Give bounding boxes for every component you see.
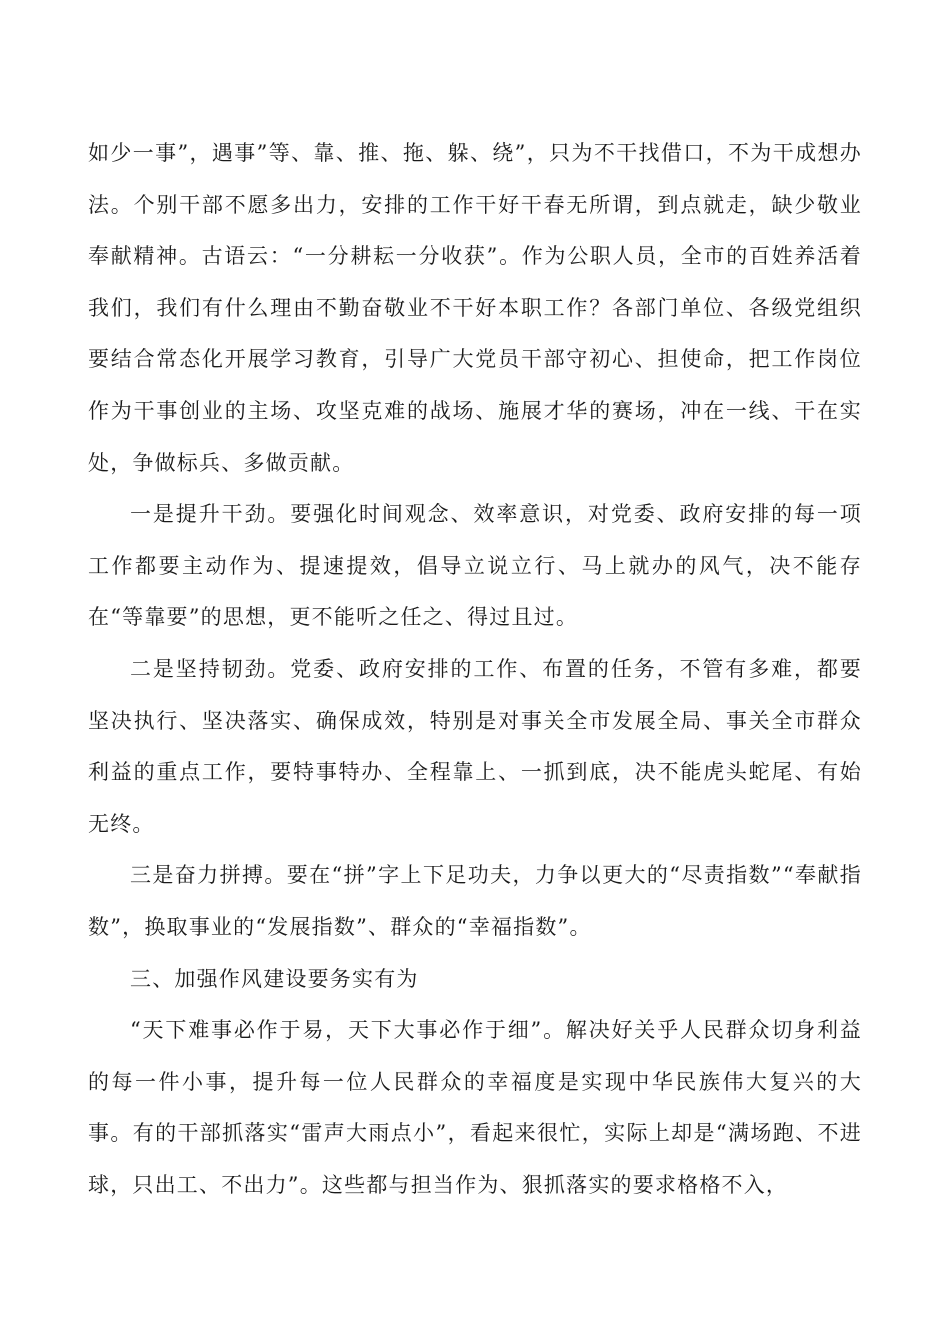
paragraph-1: 如少一事”，遇事”等、靠、推、拖、躲、绕”，只为不干找借口，不为干成想办法。个别干部不愿多出力，安排的工作干好干春无所谓，到点就走，缺少敬业奉献精神。古语云：“一分耕耘一分收获”。作为公职人员，全市的百姓养活着我们，我们有什么理由不勤奋敬业不干好本职工作？各部门单位、各级党组织要结合常态化开展学习教育，引导广大党员干部守初心、担使命，把工作岗位作为干事创业的主场、攻坚克难的战场、施展才华的赛场，冲在一线、干在实处，争做标兵、多做贡献。 <box>88 141 862 475</box>
paragraph-4: 三是奋力拼搏。要在“拼”字上下足功夫，力争以更大的“尽责指数”“奉献指数”，换取事业的“发展指数”、群众的“幸福指数”。 <box>88 863 862 939</box>
paragraph-3: 二是坚持韧劲。党委、政府安排的工作、布置的任务，不管有多难，都要坚决执行、坚决落实、确保成效，特别是对事关全市发展全局、事关全市群众利益的重点工作，要特事特办、全程靠上、一抓到底，决不能虎头蛇尾、有始无终。 <box>88 656 862 836</box>
document-body <box>88 128 862 1211</box>
paragraph-5: “天下难事必作于易，天下大事必作于细”。解决好关乎人民群众切身利益的每一件小事，提升每一位人民群众的幸福度是实现中华民族伟大复兴的大事。有的干部抓落实“雷声大雨点小”，看起来很忙，实际上却是“满场跑、不进球，只出工、不出力”。这些都与担当作为、狠抓落实的要求格格不入， <box>88 1018 862 1197</box>
paragraph-2: 一是提升干劲。要强化时间观念、效率意识，对党委、政府安排的每一项工作都要主动作为、提速提效，倡导立说立行、马上就办的风气，决不能存在“等靠要”的思想，更不能听之任之、得过且过。 <box>88 502 862 630</box>
section-heading: 三、加强作风建设要务实有为 <box>130 966 419 991</box>
